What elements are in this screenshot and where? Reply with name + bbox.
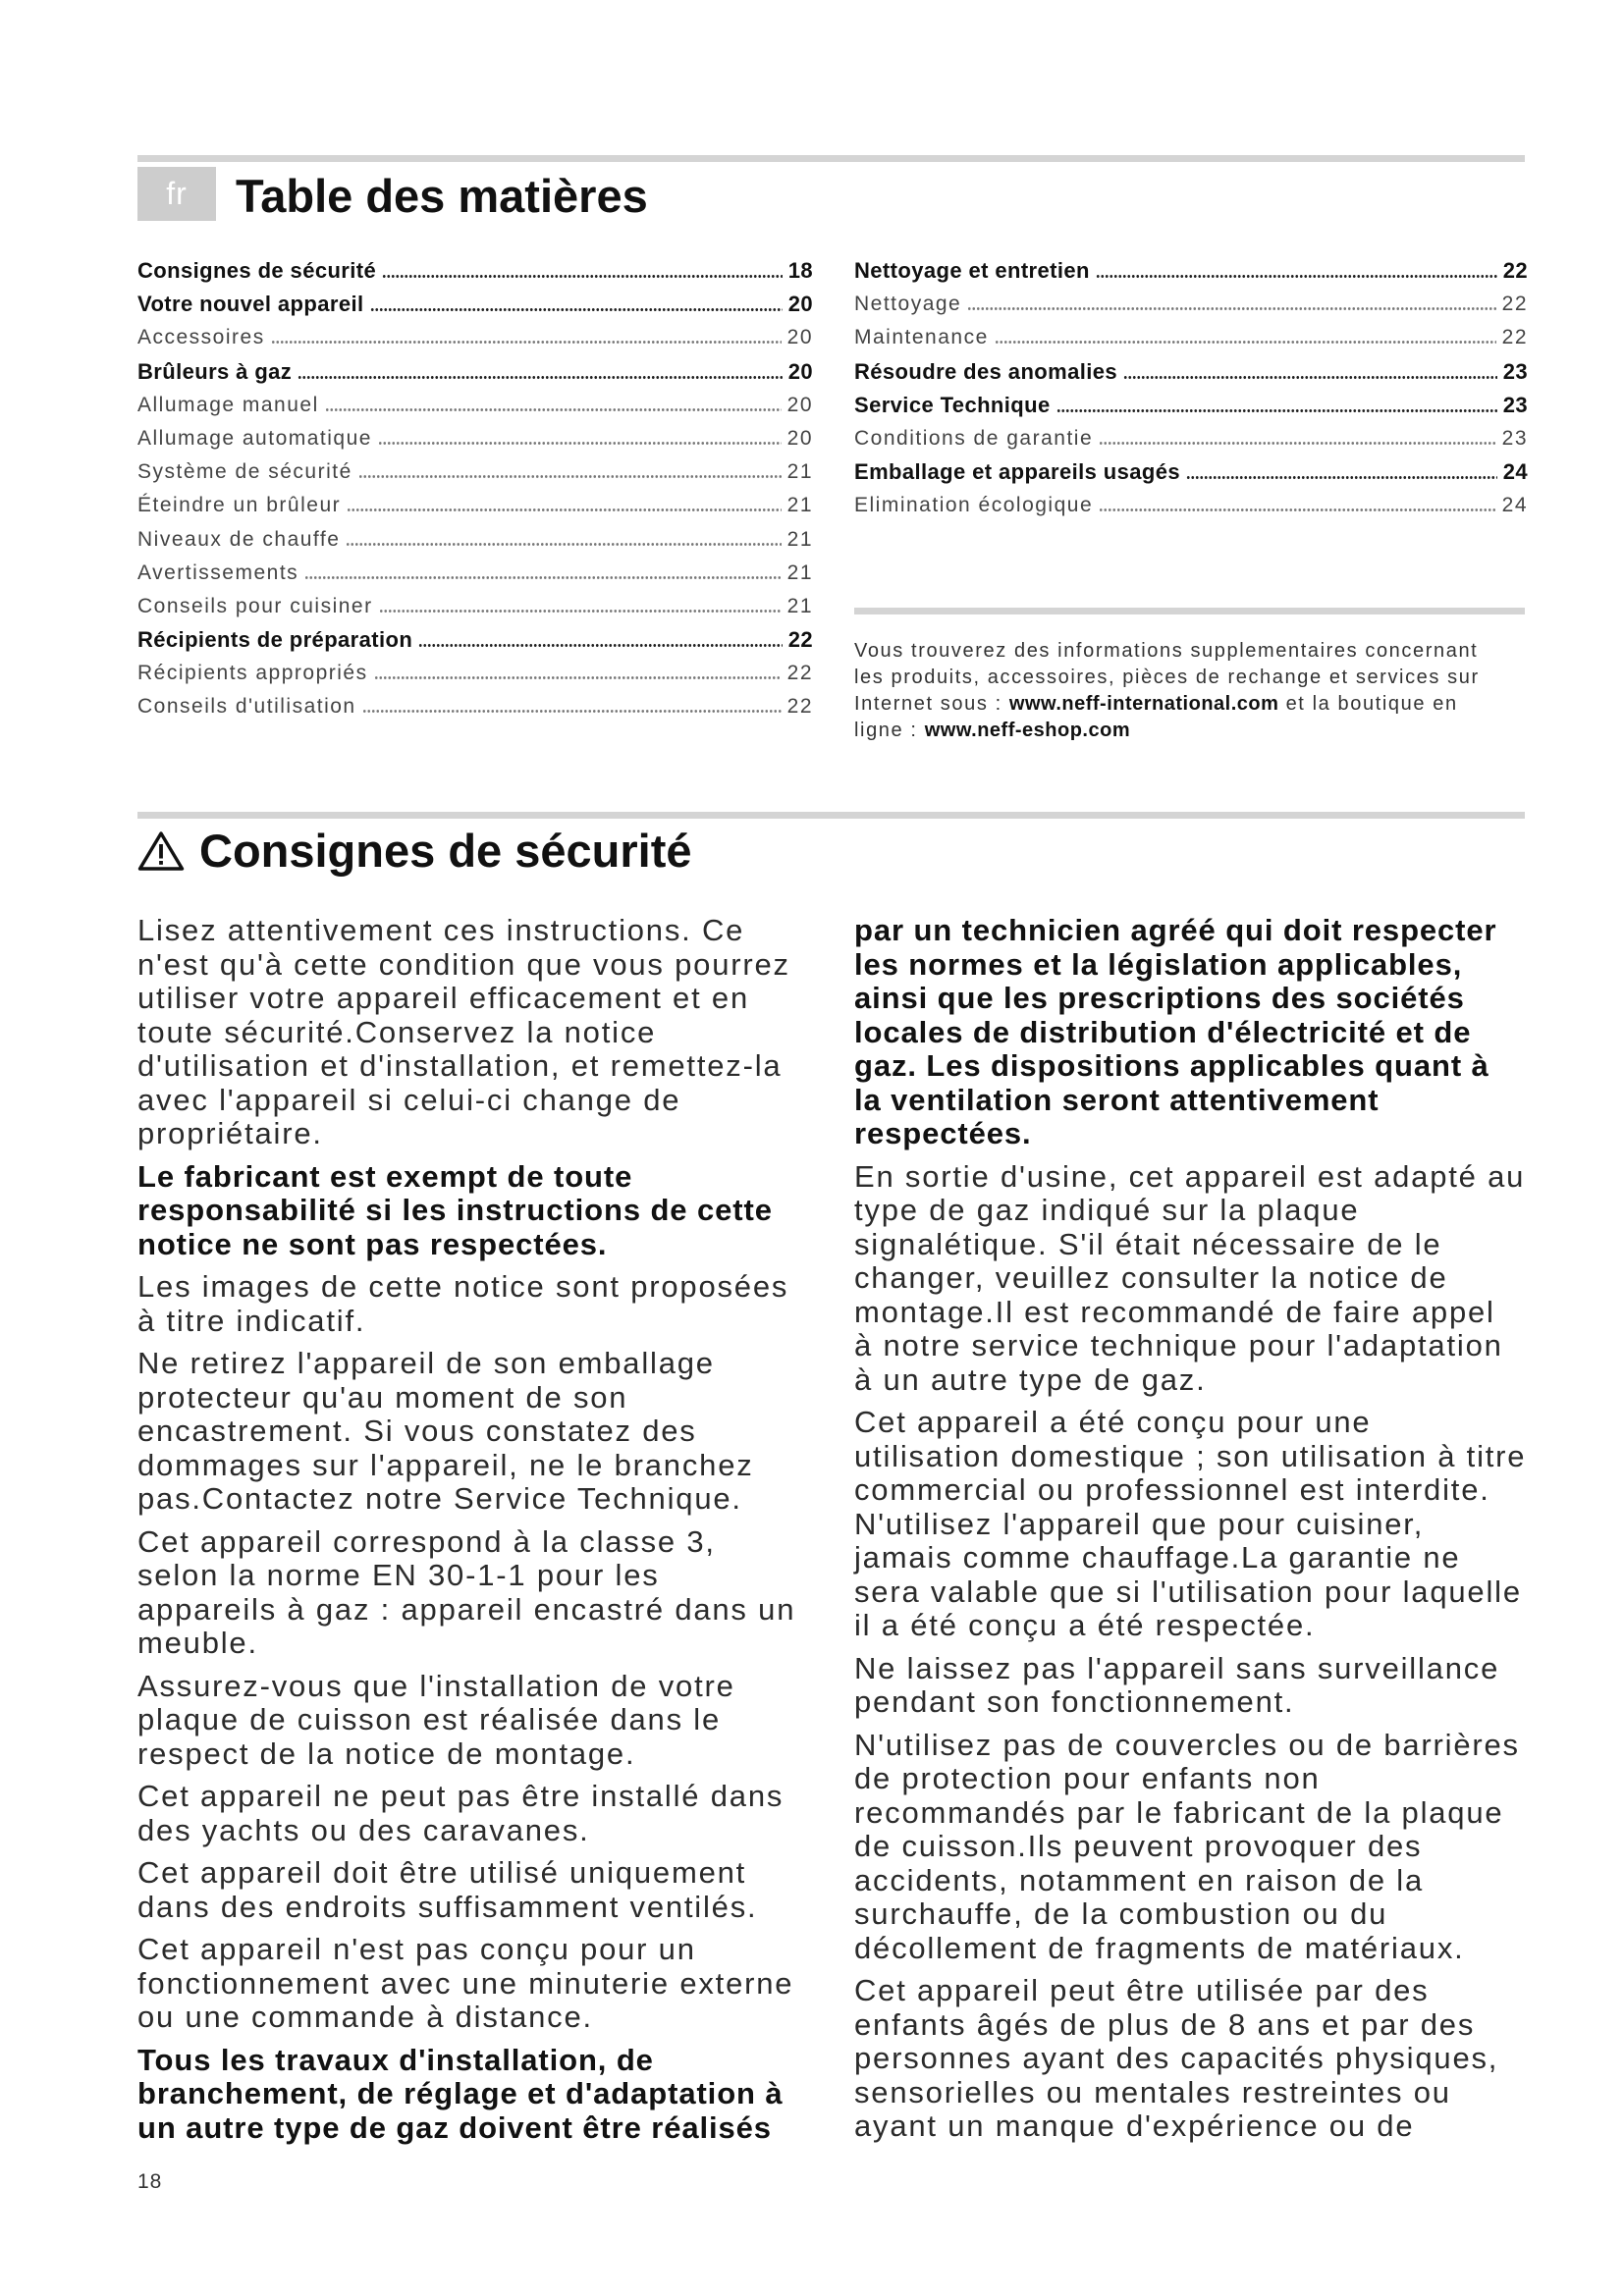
toc-entry[interactable] — [137, 321, 813, 354]
toc-entry[interactable] — [137, 557, 813, 590]
info-line — [854, 691, 1561, 718]
toc-entry-page: 21 — [786, 460, 813, 484]
info-text: ligne : — [854, 720, 925, 741]
toc-entry-page: 22 — [786, 662, 813, 685]
page-number: 18 — [137, 2170, 163, 2193]
toc-entry-page: 22 — [786, 695, 813, 719]
paragraph-line: respectées. — [854, 1116, 1032, 1150]
paragraph-line: Cet appareil peut être utilisée par des — [854, 1973, 1430, 2007]
dot-leader — [382, 275, 783, 278]
toc-entry[interactable] — [137, 254, 813, 288]
paragraph-line: plaque de cuisson est réalisée dans le — [137, 1702, 722, 1736]
safety-heading-title: Consignes de sécurité — [199, 825, 692, 877]
paragraph-line: responsabilité si les instructions de cette — [137, 1193, 773, 1227]
dot-leader — [370, 308, 783, 311]
toc-entry-page: 22 — [1501, 326, 1528, 349]
toc-entry-label: Allumage manuel — [137, 393, 319, 416]
dot-leader — [271, 341, 782, 344]
emphasis-paragraph — [854, 914, 1600, 1151]
paragraph-line: toute sécurité.Conservez la notice — [137, 1014, 657, 1049]
dot-leader — [1123, 376, 1497, 379]
paragraph-line: personnes ayant des capacités physiques, — [854, 2041, 1499, 2075]
toc-entry-label: Conseils d'utilisation — [137, 695, 356, 719]
paragraph-line: Assurez-vous que l'installation de votre — [137, 1668, 735, 1703]
toc-entry[interactable] — [137, 355, 813, 389]
neff-international-link[interactable]: www.neff-international.com — [1008, 693, 1279, 715]
paragraph — [854, 1729, 1600, 1966]
paragraph-line: jamais comme chauffage.La garantie ne — [854, 1540, 1461, 1575]
info-text: et la boutique en — [1278, 693, 1458, 715]
toc-entry-label: Niveaux de chauffe — [137, 527, 341, 551]
paragraph-line: pendant son fonctionnement. — [854, 1684, 1295, 1719]
toc-entry-page: 22 — [787, 627, 813, 653]
paragraph-line: Cet appareil correspond à la classe 3, — [137, 1523, 716, 1559]
toc-entry-page: 23 — [1501, 426, 1528, 450]
warning-icon — [137, 830, 185, 872]
toc-heading: Table des matières — [236, 170, 648, 222]
paragraph — [137, 1525, 825, 1661]
dot-leader — [362, 710, 782, 713]
toc-entry[interactable] — [137, 590, 813, 623]
paragraph — [137, 1270, 825, 1338]
toc-entry[interactable] — [854, 321, 1528, 354]
toc-entry[interactable] — [854, 389, 1528, 422]
paragraph-line: dommages sur l'appareil, ne le branchez — [137, 1447, 754, 1482]
paragraph-line: ou une commande à distance. — [137, 2000, 593, 2034]
toc-entry-page: 20 — [786, 393, 813, 416]
paragraph-line: de protection pour enfants non — [854, 1761, 1321, 1795]
paragraph-line: protecteur qu'au moment de son — [137, 1379, 628, 1415]
paragraph-line: N'utilisez l'appareil que pour cuisiner, — [854, 1506, 1425, 1541]
toc-entry-page: 20 — [787, 292, 813, 317]
paragraph-line: type de gaz indiqué sur la plaque — [854, 1193, 1360, 1227]
dot-leader — [1099, 508, 1496, 511]
toc-entry[interactable] — [137, 422, 813, 455]
paragraph-line: signalétique. S'il était nécessaire de le — [854, 1226, 1442, 1261]
toc-entry[interactable] — [137, 455, 813, 489]
toc-entry-page: 23 — [1502, 358, 1528, 384]
dot-leader — [967, 307, 1495, 310]
toc-entry[interactable] — [854, 254, 1528, 288]
paragraph — [137, 1780, 825, 1847]
paragraph — [854, 1652, 1600, 1720]
paragraph-line: Lisez attentivement ces instructions. Ce — [137, 913, 745, 947]
toc-column-left — [137, 254, 813, 724]
toc-entry-label: Brûleurs à gaz — [137, 358, 293, 384]
toc-entry-label: Résoudre des anomalies — [854, 358, 1118, 384]
section-divider — [137, 812, 1525, 819]
toc-entry[interactable] — [137, 489, 813, 522]
dot-leader — [418, 644, 783, 647]
paragraph-line: commercial ou professionnel est interdite. — [854, 1472, 1490, 1507]
toc-entry-page: 24 — [1502, 459, 1528, 485]
neff-eshop-link[interactable]: www.neff-eshop.com — [924, 720, 1131, 741]
paragraph-line: encastrement. Si vous constatez des — [137, 1414, 697, 1448]
toc-entry-label: Nettoyage — [854, 293, 962, 316]
paragraph-line: utiliser votre appareil efficacement et en — [137, 981, 749, 1015]
dot-leader — [379, 610, 782, 613]
paragraph-line: recommandés par le fabricant de la plaque — [854, 1794, 1504, 1830]
toc-entry-page: 21 — [786, 594, 813, 617]
toc-entry-label: Éteindre un brûleur — [137, 494, 342, 517]
paragraph-line: ainsi que les prescriptions des sociétés — [854, 981, 1465, 1015]
toc-entry-label: Récipients appropriés — [137, 662, 368, 685]
safety-column-left — [137, 914, 825, 2154]
toc-entry-label: Service Technique — [854, 392, 1051, 417]
toc-entry-page: 21 — [786, 561, 813, 584]
paragraph-line: dans des endroits suffisamment ventilés. — [137, 1889, 758, 1924]
paragraph-line: gaz. Les dispositions applicables quant à — [854, 1048, 1489, 1083]
paragraph-line: En sortie d'usine, cet appareil est adapté au — [854, 1158, 1526, 1194]
toc-entry[interactable] — [137, 690, 813, 723]
paragraph — [137, 1347, 825, 1517]
section-divider — [137, 155, 1525, 162]
info-line: les produits, accessoires, pièces de rechange et services sur — [854, 667, 1480, 688]
paragraph-line: montage.Il est recommandé de faire appel — [854, 1294, 1495, 1329]
toc-entry-label: Allumage automatique — [137, 426, 372, 450]
toc-entry-page: 20 — [787, 358, 813, 384]
paragraph-line: utilisation domestique ; son utilisation à titre — [854, 1438, 1527, 1473]
paragraph-line: à notre service technique pour l'adaptation — [854, 1328, 1503, 1362]
paragraph-line: avec l'appareil si celui-ci change de — [137, 1082, 681, 1117]
toc-entry-page: 20 — [786, 326, 813, 349]
toc-entry-label: Consignes de sécurité — [137, 258, 377, 283]
paragraph — [854, 1160, 1600, 1398]
paragraph-line: meuble. — [137, 1626, 258, 1660]
dot-leader — [378, 442, 782, 445]
paragraph-line: des yachts ou des caravanes. — [137, 1812, 590, 1847]
toc-entry-page: 21 — [786, 527, 813, 551]
paragraph-line: à un autre type de gaz. — [854, 1362, 1207, 1397]
paragraph-line: à titre indicatif. — [137, 1303, 366, 1338]
dot-leader — [298, 376, 783, 379]
paragraph-line: d'utilisation et d'installation, et remettez-la — [137, 1048, 783, 1083]
paragraph-line: Tous les travaux d'installation, de — [137, 2042, 654, 2077]
toc-entry-label: Elimination écologique — [854, 494, 1094, 517]
toc-entry-page: 23 — [1502, 392, 1528, 417]
paragraph-line: décollement de fragments de matériaux. — [854, 1930, 1465, 1965]
paragraph-line: ayant un manque d'expérience ou de — [854, 2109, 1415, 2143]
paragraph-line: par un technicien agréé qui doit respecter — [854, 913, 1497, 947]
paragraph-line: appareils à gaz : appareil encastré dans un — [137, 1591, 796, 1627]
dot-leader — [1186, 476, 1497, 479]
paragraph-line: selon la norme EN 30-1-1 pour les — [137, 1558, 660, 1592]
emphasis-paragraph — [137, 2044, 825, 2146]
paragraph-line: la ventilation seront attentivement — [854, 1082, 1380, 1117]
safety-column-right — [854, 914, 1600, 2153]
toc-entry-page: 22 — [1502, 258, 1528, 283]
dot-leader — [995, 341, 1496, 344]
toc-entry-label: Votre nouvel appareil — [137, 292, 364, 317]
toc-entry-label: Récipients de préparation — [137, 627, 413, 653]
toc-entry[interactable] — [854, 355, 1528, 389]
dot-leader — [1056, 409, 1497, 412]
paragraph-line: sensorielles ou mentales restreintes ou — [854, 2074, 1451, 2109]
toc-entry-label: Avertissements — [137, 561, 299, 584]
info-text: Internet sous : — [854, 693, 1009, 715]
paragraph-line: notice ne sont pas respectées. — [137, 1226, 608, 1261]
toc-entry[interactable] — [137, 389, 813, 422]
paragraph-line: propriétaire. — [137, 1116, 323, 1150]
toc-entry-label: Nettoyage et entretien — [854, 258, 1090, 283]
toc-entry[interactable] — [137, 288, 813, 321]
toc-entry-page: 22 — [1501, 293, 1528, 316]
paragraph-line: Ne retirez l'appareil de son emballage — [137, 1346, 715, 1380]
toc-entry-page: 18 — [787, 258, 813, 283]
paragraph-line: enfants âgés de plus de 8 ans et par des — [854, 2006, 1476, 2042]
dot-leader — [347, 508, 782, 511]
toc-entry-label: Accessoires — [137, 326, 265, 349]
paragraph-line: Le fabricant est exempt de toute — [137, 1158, 633, 1194]
paragraph-line: Ne laissez pas l'appareil sans surveillance — [854, 1650, 1500, 1685]
paragraph-line: Cet appareil ne peut pas être installé dans — [137, 1779, 785, 1813]
paragraph-line: branchement, de réglage et d'adaptation à — [137, 2076, 784, 2110]
toc-entry-page: 21 — [786, 494, 813, 517]
paragraph-line: sera valable que si l'utilisation pour laquelle — [854, 1574, 1522, 1609]
dot-leader — [374, 676, 782, 679]
paragraph-line: respect de la notice de montage. — [137, 1735, 636, 1771]
toc-entry-label: Conseils pour cuisiner — [137, 594, 373, 617]
info-line — [854, 718, 1561, 744]
toc-entry[interactable] — [137, 657, 813, 690]
toc-entry-label: Conditions de garantie — [854, 426, 1094, 450]
paragraph-line: Cet appareil doit être utilisé uniquement — [137, 1855, 747, 1890]
paragraph — [137, 1670, 825, 1772]
paragraph-line: un autre type de gaz doivent être réalisés — [137, 2109, 772, 2145]
toc-entry[interactable] — [854, 455, 1528, 489]
dot-leader — [1099, 442, 1495, 445]
paragraph — [854, 1974, 1600, 2144]
toc-entry-label: Emballage et appareils usagés — [854, 459, 1180, 485]
dot-leader — [304, 576, 781, 579]
language-tag: fr — [137, 167, 216, 221]
paragraph-line: il a été conçu a été respectée. — [854, 1608, 1316, 1642]
dot-leader — [1096, 275, 1497, 278]
paragraph-line: les normes et la législation applicables, — [854, 946, 1463, 982]
dot-leader — [325, 408, 782, 411]
info-divider — [854, 608, 1525, 614]
emphasis-paragraph — [137, 1160, 825, 1262]
paragraph-line: surchauffe, de la combustion ou du — [854, 1896, 1388, 1931]
paragraph-line: locales de distribution d'électricité et de — [854, 1014, 1472, 1049]
paragraph — [137, 1933, 825, 2035]
toc-entry[interactable] — [137, 623, 813, 657]
toc-entry[interactable] — [854, 422, 1528, 455]
paragraph — [137, 1856, 825, 1924]
toc-entry-label: Système de sécurité — [137, 460, 352, 484]
toc-entry[interactable] — [137, 523, 813, 557]
safety-section-heading — [137, 824, 692, 879]
toc-entry-page: 24 — [1501, 494, 1528, 517]
paragraph-line: Cet appareil n'est pas conçu pour un — [137, 1932, 696, 1966]
paragraph-line: accidents, notamment en raison de la — [854, 1862, 1425, 1897]
dot-leader — [346, 543, 781, 546]
paragraph-line: n'est qu'à cette condition que vous pourrez — [137, 946, 790, 982]
paragraph-line: changer, veuillez consulter la notice de — [854, 1260, 1448, 1295]
paragraph-line: fonctionnement avec une minuterie externe — [137, 1965, 794, 2001]
toc-column-right — [854, 254, 1528, 523]
paragraph — [137, 914, 825, 1151]
paragraph-line: Cet appareil a été conçu pour une — [854, 1405, 1372, 1439]
toc-entry[interactable] — [854, 489, 1528, 522]
paragraph-line: pas.Contactez notre Service Technique. — [137, 1481, 742, 1516]
paragraph — [854, 1406, 1600, 1643]
paragraph-line: N'utilisez pas de couvercles ou de barrières — [854, 1727, 1520, 1762]
dot-leader — [358, 475, 782, 478]
online-info-note — [854, 638, 1561, 744]
toc-entry[interactable] — [854, 288, 1528, 321]
toc-entry-page: 20 — [786, 426, 813, 450]
toc-entry-label: Maintenance — [854, 326, 989, 349]
paragraph-line: Les images de cette notice sont proposées — [137, 1269, 789, 1304]
info-line: Vous trouverez des informations supplementaires concernant — [854, 640, 1479, 662]
paragraph-line: de cuisson.Ils peuvent provoquer des — [854, 1829, 1423, 1863]
